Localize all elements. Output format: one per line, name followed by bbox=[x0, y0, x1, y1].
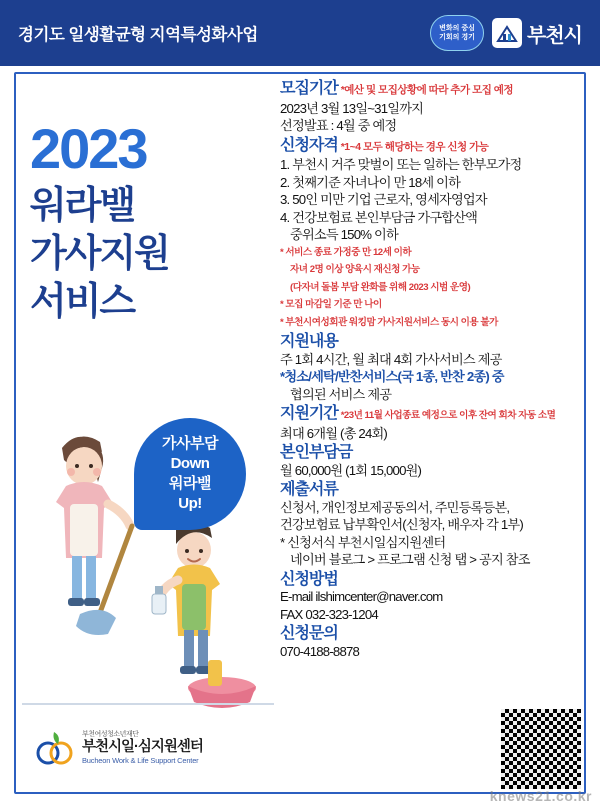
center-logo-icon bbox=[36, 728, 74, 766]
speech-bubble bbox=[134, 418, 246, 530]
qr-code-icon[interactable] bbox=[498, 706, 584, 792]
left-column bbox=[22, 78, 272, 790]
header-logos bbox=[430, 15, 582, 51]
gg-badge-line1: 변화의 중심 bbox=[439, 25, 475, 32]
title-line-3: 서비스 bbox=[30, 281, 135, 323]
poster-body bbox=[0, 66, 600, 806]
section-heading-note: *23년 11월 사업종료 예정으로 이후 잔여 회차 자동 소멸 bbox=[340, 410, 556, 421]
section-heading-note: *1~4 모두 해당하는 경우 신청 가능 bbox=[340, 140, 489, 153]
section-heading: 제출서류 bbox=[280, 481, 338, 498]
section-heading-note: *예산 및 모집상황에 따라 추가 모집 예정 bbox=[340, 84, 514, 96]
center-logo bbox=[36, 728, 272, 766]
section-line: 1. 부천시 거주 맞벌이 또는 일하는 한부모가정 bbox=[280, 157, 522, 172]
bubble-line-1: 가사부담 bbox=[162, 435, 218, 452]
section-note: * 모집 마감일 기준 만 나이 bbox=[280, 299, 382, 310]
section-line: 2. 첫째기준 자녀나이 만 18세 이하 bbox=[280, 174, 461, 190]
building-icon bbox=[492, 18, 522, 48]
section-heading: 신청문의 bbox=[280, 625, 338, 642]
section-documents bbox=[280, 481, 580, 569]
section-line: 중위소득 150% 이하 bbox=[290, 227, 398, 242]
bubble-line-4: Up! bbox=[178, 495, 202, 512]
section-heading: 본인부담금 bbox=[280, 444, 353, 461]
poster-header bbox=[0, 0, 600, 66]
section-line-phone: 070-4188-8878 bbox=[280, 643, 360, 659]
section-note: * 서비스 종료 가정중 만 12세 이하 bbox=[280, 246, 412, 258]
poster-title bbox=[30, 182, 270, 326]
section-line: 건강보험료 납부확인서(신청자, 배우자 각 1부) bbox=[280, 517, 523, 532]
section-line-fax: FAX 032-323-1204 bbox=[280, 606, 378, 622]
section-line: 4. 건강보험료 본인부담금 가구합산액 bbox=[280, 209, 478, 225]
section-note: 네이버 블로그 > 프로그램 신청 탭 > 공지 참조 bbox=[290, 552, 530, 567]
section-line: 신청서, 개인정보제공동의서, 주민등록등본, bbox=[280, 499, 510, 515]
section-heading: 신청자격 bbox=[280, 136, 338, 154]
section-emphasis-tail: 협의된 서비스 제공 bbox=[290, 386, 392, 402]
gg-badge-line2: 기회의 경기 bbox=[439, 34, 475, 41]
section-line: 최대 6개월 (총 24회) bbox=[280, 425, 388, 441]
title-line-1: 워라밸 bbox=[30, 185, 135, 227]
watermark-text: knews21.co.kr bbox=[489, 788, 592, 804]
section-line: 월 60,000원 (1회 15,000원) bbox=[280, 462, 422, 478]
bubble-line-2: Down bbox=[170, 455, 210, 472]
gyeonggi-badge bbox=[430, 15, 484, 51]
center-logo-main: 부천시일·심지원센터 bbox=[82, 738, 203, 755]
section-emphasis-line: *청소/세탁/반찬서비스(국 1종, 반찬 2종) 중 bbox=[280, 369, 504, 384]
city-name: 부천시 bbox=[527, 24, 582, 47]
center-logo-text bbox=[82, 729, 203, 766]
section-line-email[interactable]: E-mail ilshimcenter@naver.com bbox=[280, 589, 443, 604]
section-heading: 신청방법 bbox=[280, 570, 338, 588]
section-note: 자녀 2명 이상 양육시 재신청 가능 bbox=[290, 264, 420, 275]
section-how-to-apply bbox=[280, 571, 580, 624]
title-line-2: 가사지원 bbox=[30, 233, 169, 275]
section-line: 2023년 3월 13일~31일까지 bbox=[280, 100, 424, 116]
section-support-period bbox=[280, 405, 580, 442]
section-note: (다자녀 돌봄 부담 완화를 위해 2023 시범 운영) bbox=[290, 281, 471, 293]
center-logo-sub: Bucheon Work & Life Support Center bbox=[82, 755, 199, 765]
right-column bbox=[280, 80, 580, 662]
section-line: 주 1회 4시간, 월 최대 4회 가사서비스 제공 bbox=[280, 351, 502, 367]
section-heading: 모집기간 bbox=[280, 80, 338, 97]
section-inquiry bbox=[280, 625, 580, 660]
section-heading: 지원기간 bbox=[280, 405, 338, 422]
section-self-payment bbox=[280, 444, 580, 479]
bubble-line-3: 워라밸 bbox=[169, 475, 211, 492]
bucheon-logo bbox=[492, 18, 582, 48]
section-note: * 부천시여성회관 워킹맘 가사지원서비스 동시 이용 불가 bbox=[280, 316, 498, 328]
section-support-content bbox=[280, 333, 580, 403]
section-line: 3. 50인 미만 기업 근로자, 영세자영업자 bbox=[280, 192, 487, 207]
section-eligibility bbox=[280, 137, 580, 332]
section-recruit-period bbox=[280, 80, 580, 135]
section-note: * 신청서식 부천시일심지원센터 bbox=[280, 534, 446, 550]
header-title: 경기도 일생활균형 지역특성화사업 bbox=[18, 26, 258, 44]
center-logo-sup: 부천여성청소년재단 bbox=[82, 730, 139, 738]
section-heading: 지원내용 bbox=[280, 333, 338, 350]
year-text: 2023 bbox=[30, 117, 147, 180]
section-line: 선정발표 : 4월 중 예정 bbox=[280, 118, 397, 133]
